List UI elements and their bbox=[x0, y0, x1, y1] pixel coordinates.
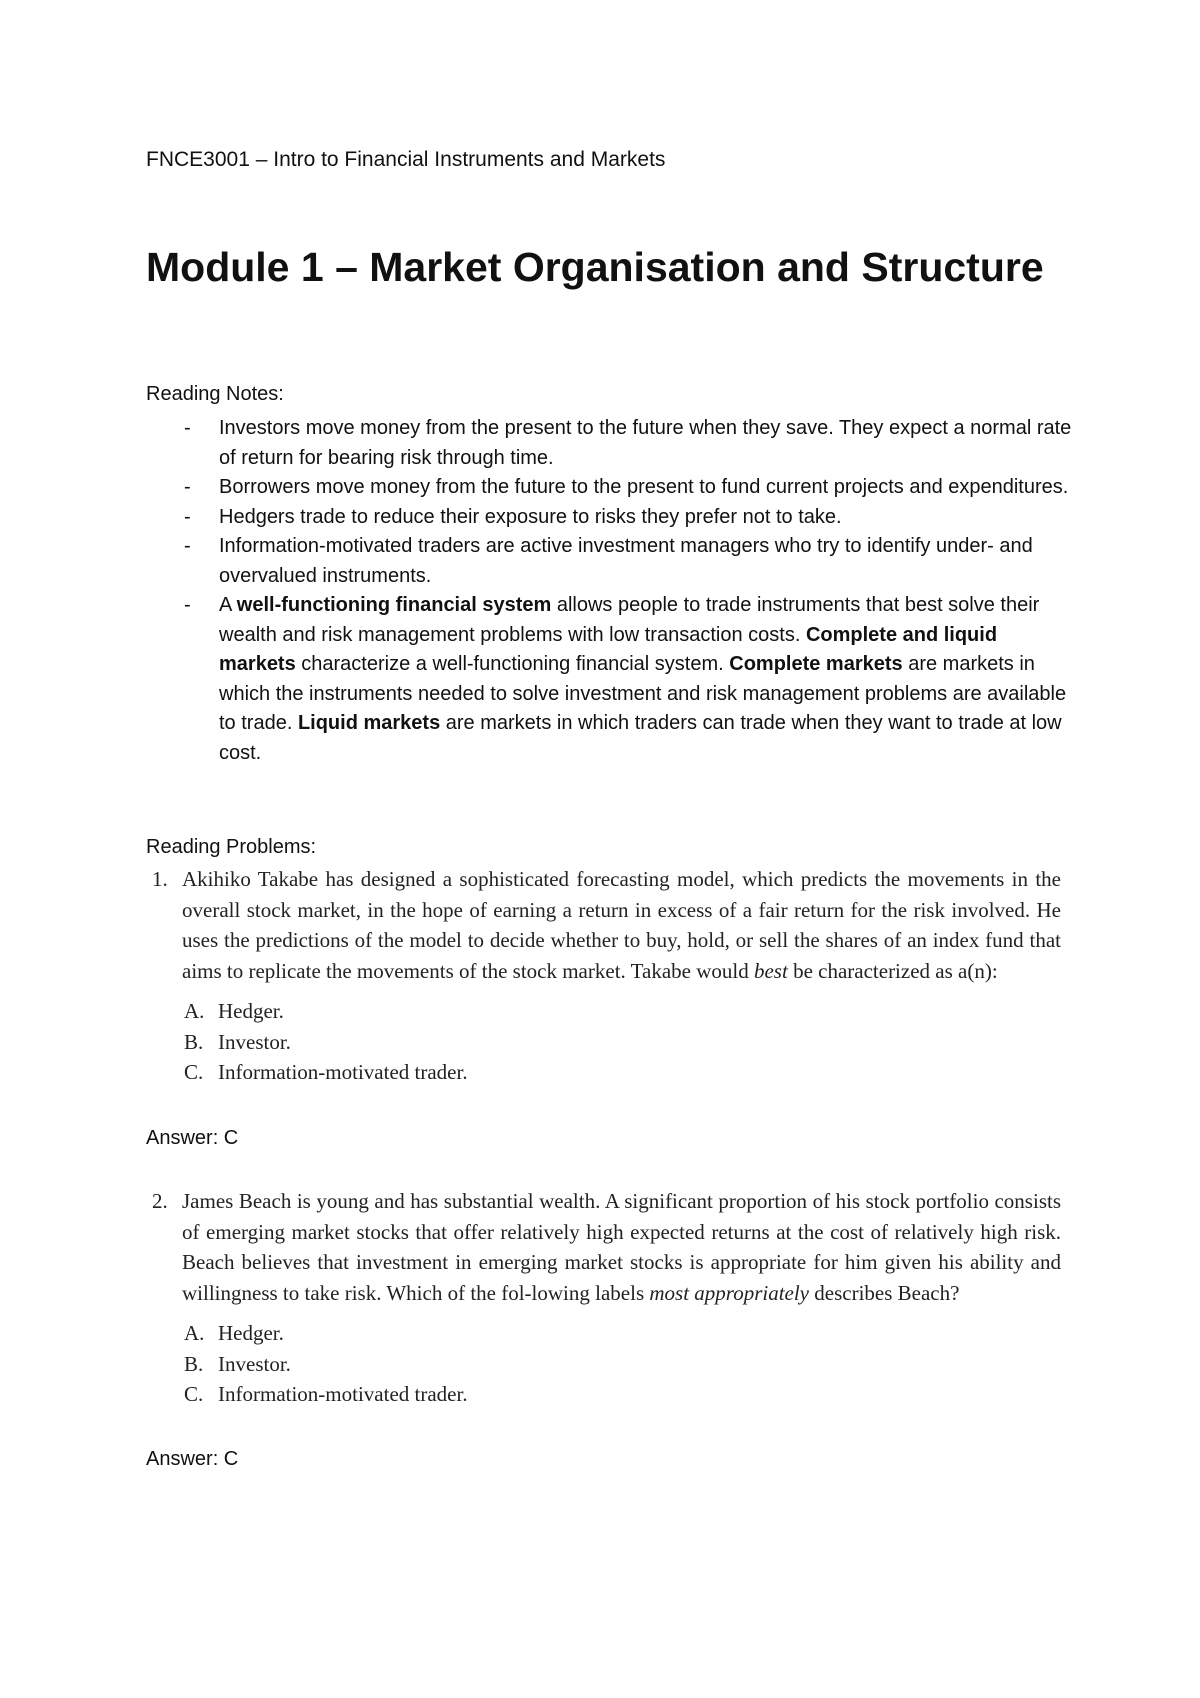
note-text: Borrowers move money from the future to the present to fund current projects and expenditures. bbox=[219, 476, 1069, 498]
problem-number: 2. bbox=[152, 1189, 168, 1213]
option-a bbox=[184, 996, 1061, 1027]
option-c bbox=[184, 1057, 1061, 1088]
term-complete-markets: Complete markets bbox=[729, 653, 903, 675]
option-letter: A. bbox=[184, 999, 205, 1023]
option-letter: A. bbox=[184, 1321, 205, 1345]
note-text: Hedgers trade to reduce their exposure to risks they prefer not to take. bbox=[219, 505, 842, 528]
note-item bbox=[146, 503, 1076, 533]
problem-stem bbox=[146, 1186, 1061, 1308]
option-text: Hedger. bbox=[218, 999, 284, 1023]
stem-text: Akihiko Takabe has designed a sophisticated forecasting model, which predicts the movements in the overall stock market, in the hope of earning a return in excess of a fair return for the risk involved. He uses the predictions of the model to decide whether to buy, hold, or sell the shares of an index fund that aims to replicate the movements of the stock market. Takabe would bbox=[182, 867, 1061, 983]
module-title: Module 1 – Market Organisation and Structure bbox=[146, 244, 1044, 290]
option-c bbox=[184, 1379, 1061, 1410]
stem-emphasis: most appropriately bbox=[649, 1280, 810, 1305]
stem-emphasis: best bbox=[753, 958, 788, 983]
problem-1 bbox=[146, 864, 1061, 1088]
note-text-part: A bbox=[219, 594, 237, 616]
option-text: Hedger. bbox=[218, 1321, 284, 1345]
note-text-part: are markets in which traders can trade when they want to trade at low cost. bbox=[219, 712, 1062, 764]
option-list bbox=[146, 1318, 1061, 1410]
problem-stem bbox=[146, 864, 1061, 986]
option-a bbox=[184, 1318, 1061, 1349]
option-text: Investor. bbox=[218, 1351, 291, 1376]
stem-text: James Beach is young and has substantial wealth. A significant proportion of his stock portfolio consists of emerging market stocks that offer relatively high expected returns at the cost of relatively high risk. Beach believes that investment in emerging market stocks is appropriate for him given his ability and willingness to take risk. Which of the fol-lowing labels bbox=[182, 1189, 1061, 1305]
answer-1: Answer: C bbox=[146, 1127, 239, 1149]
course-header: FNCE3001 – Intro to Financial Instruments and Markets bbox=[146, 148, 666, 171]
stem-text: be characterized as a(n): bbox=[787, 958, 998, 983]
term-well-functioning-financial-system: well-functioning financial system bbox=[236, 594, 552, 616]
stem-text: describes Beach? bbox=[809, 1280, 960, 1305]
option-text: Investor. bbox=[218, 1029, 291, 1054]
note-text: Information-motivated traders are active investment managers who try to identify under- and overvalued instruments. bbox=[219, 535, 1033, 587]
reading-notes-heading: Reading Notes: bbox=[146, 383, 284, 405]
answer-2: Answer: C bbox=[146, 1448, 239, 1470]
note-text-part: allows people to trade instruments that best solve their wealth and risk management problems with low transaction costs. bbox=[219, 594, 1040, 646]
problem-2 bbox=[146, 1186, 1061, 1410]
option-letter: B. bbox=[184, 1351, 204, 1376]
term-liquid-markets: Liquid markets bbox=[297, 712, 441, 734]
option-list bbox=[146, 996, 1061, 1088]
note-text-part: characterize a well-functioning financial system. bbox=[295, 653, 730, 675]
bullet-dash: - bbox=[184, 505, 191, 528]
note-item bbox=[146, 532, 1076, 591]
option-letter: C. bbox=[184, 1382, 204, 1406]
term-complete-and-liquid-markets: Complete and liquid markets bbox=[219, 623, 998, 675]
note-text-part: are markets in which the instruments needed to solve investment and risk management problems are available to trade. bbox=[219, 653, 1067, 734]
bullet-dash: - bbox=[184, 417, 191, 439]
option-b bbox=[184, 1349, 1061, 1380]
option-letter: B. bbox=[184, 1029, 204, 1054]
option-text: Information-motivated trader. bbox=[218, 1060, 468, 1084]
reading-notes-list bbox=[146, 414, 1076, 768]
note-text: Investors move money from the present to the future when they save. They expect a normal rate of return for bearing risk through time. bbox=[219, 417, 1072, 469]
note-item bbox=[146, 414, 1076, 473]
reading-problems-heading: Reading Problems: bbox=[146, 836, 317, 858]
note-item bbox=[146, 473, 1076, 503]
bullet-dash: - bbox=[184, 476, 191, 498]
problem-number: 1. bbox=[152, 867, 168, 891]
note-item bbox=[146, 591, 1076, 768]
option-letter: C. bbox=[184, 1060, 204, 1084]
note-text bbox=[219, 594, 1066, 764]
option-text: Information-motivated trader. bbox=[218, 1382, 468, 1406]
option-b bbox=[184, 1027, 1061, 1058]
bullet-dash: - bbox=[184, 535, 191, 557]
bullet-dash: - bbox=[184, 594, 191, 616]
